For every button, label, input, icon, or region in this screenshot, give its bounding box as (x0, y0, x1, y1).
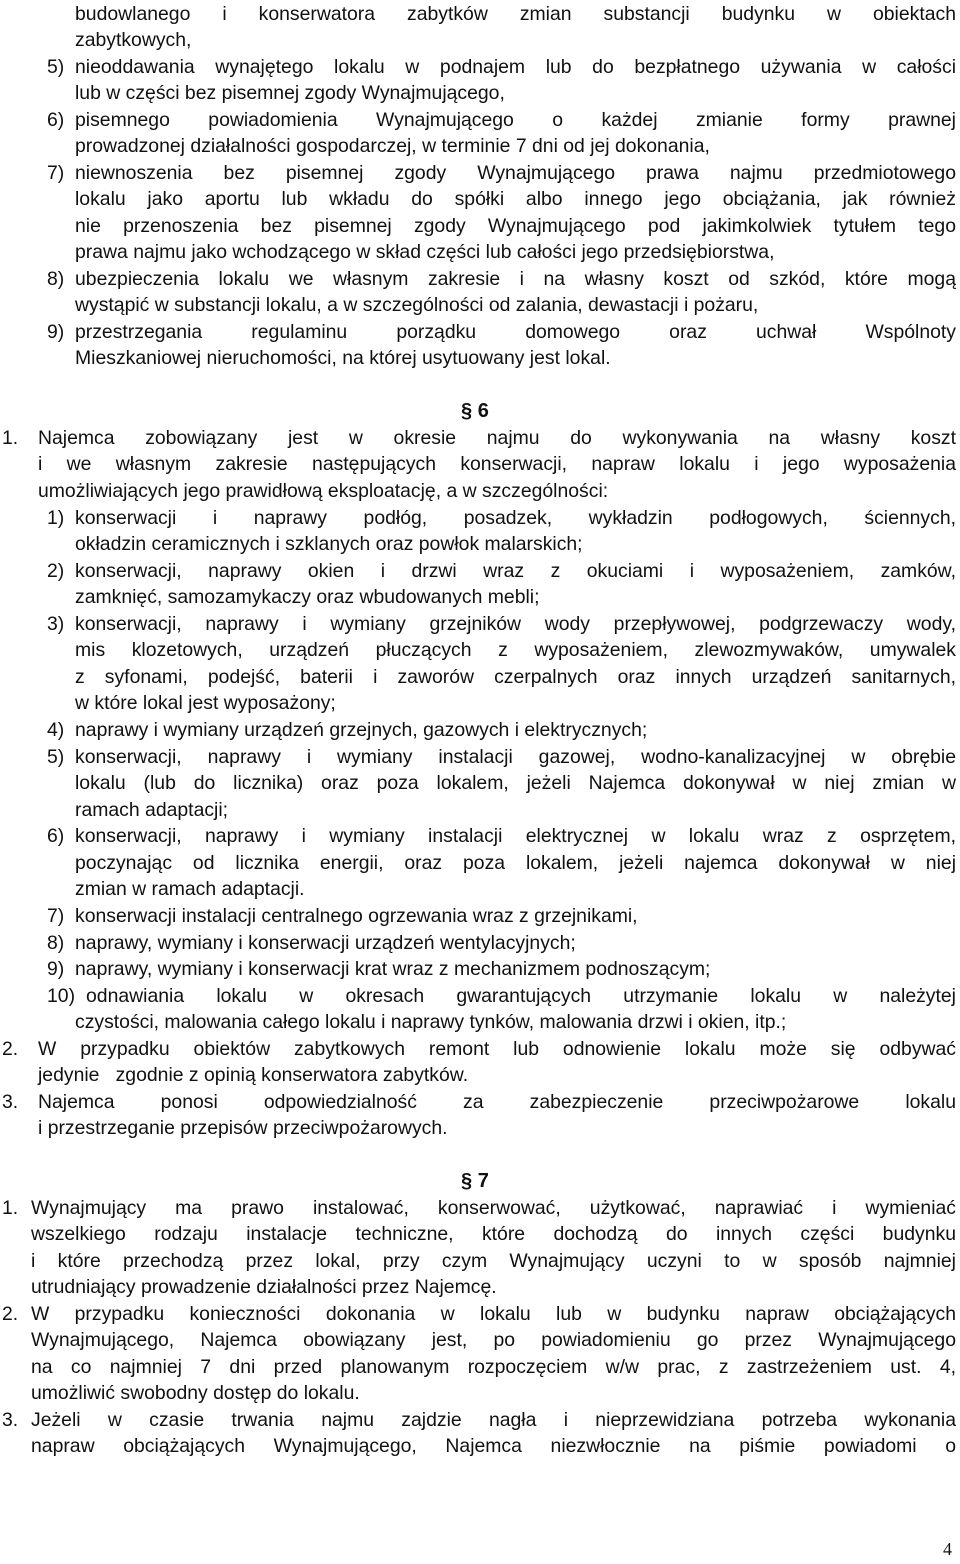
text-line: naprawy, wymiany i konserwacji urządzeń wentylacyjnych; (75, 932, 576, 954)
list-number: 10) (47, 985, 76, 1007)
page-number: 4 (943, 1539, 952, 1559)
text-line: jedynie zgodnie z opinią konserwatora zabytków. (38, 1064, 469, 1086)
paragraph-number: 2. (2, 1038, 19, 1060)
paragraph-number: 3. (2, 1091, 19, 1113)
text-line: z syfonami, podejść, baterii i zaworów czerpalnych oraz innych urządzeń sanitarnych, (75, 666, 956, 688)
text-line: odnawiania lokalu w okresach gwarantujących utrzymanie lokalu w należytej (86, 985, 956, 1007)
text-line: Wynajmujący ma prawo instalować, konserwować, użytkować, naprawiać i wymieniać (31, 1197, 956, 1219)
list-number: 5) (47, 56, 65, 78)
text-line: konserwacji i naprawy podłóg, posadzek, wykładzin podłogowych, ściennych, (75, 507, 956, 529)
section-number: 7 (477, 1170, 489, 1192)
text-line: zamknięć, samozamykaczy oraz wbudowanych mebli; (75, 586, 540, 608)
text-line: umożliwić swobodny dostęp do lokalu. (31, 1382, 360, 1404)
text-line: zmian w ramach adaptacji. (75, 878, 305, 900)
list-number: 4) (47, 719, 65, 741)
paragraph-number: 3. (2, 1409, 19, 1431)
list-number: 6) (47, 109, 65, 131)
paragraph-number: 1. (2, 1197, 19, 1219)
text-line: W przypadku obiektów zabytkowych remont lub odnowienie lokalu może się odbywać (38, 1038, 956, 1060)
text-line: lub w części bez pisemnej zgody Wynajmującego, (75, 82, 505, 104)
text-line: Wynajmującego, Najemca obowiązany jest, po powiadomieniu go przez Wynajmującego (31, 1329, 956, 1351)
text-line: naprawy, wymiany i konserwacji krat wraz z mechanizmem podnoszącym; (75, 958, 711, 980)
text-line: Jeżeli w czasie trwania najmu zajdzie nagła i nieprzewidziana potrzeba wykonania (31, 1409, 956, 1431)
text-line: nieoddawania wynajętego lokalu w podnajem lub do bezpłatnego używania w całości (75, 56, 956, 78)
text-line: konserwacji, naprawy i wymiany instalacji elektrycznej w lokalu wraz z osprzętem, (75, 825, 956, 847)
list-number: 7) (47, 162, 65, 184)
text-line: prowadzonej działalności gospodarczej, w terminie 7 dni od jej dokonania, (75, 135, 710, 157)
list-number: 1) (47, 507, 65, 529)
text-line: naprawy i wymiany urządzeń grzejnych, gazowych i elektrycznych; (75, 719, 648, 741)
paragraph-number: 2. (2, 1303, 19, 1325)
list-number: 9) (47, 321, 65, 343)
section-heading-7: § 7 (461, 1170, 489, 1192)
paragraph-number: 1. (2, 427, 19, 449)
text-line: konserwacji, naprawy i wymiany grzejników wody przepływowej, podgrzewaczy wody, (75, 613, 956, 635)
list-number: 8) (47, 932, 65, 954)
text-line: wszelkiego rodzaju instalacje techniczne, które dochodzą do innych części budynku (31, 1223, 956, 1245)
text-line: niewnoszenia bez pisemnej zgody Wynajmującego prawa najmu przedmiotowego (75, 162, 956, 184)
text-line: pisemnego powiadomienia Wynajmującego o każdej zmianie formy prawnej (75, 109, 956, 131)
text-line: na co najmniej 7 dni przed planowanym rozpoczęciem w/w prac, z zastrzeżeniem ust. 4, (31, 1356, 956, 1378)
text-line: utrudniający prowadzenie działalności przez Najemcę. (31, 1276, 497, 1298)
text-line: konserwacji, naprawy okien i drzwi wraz z okuciami i wyposażeniem, zamków, (75, 560, 956, 582)
list-number: 6) (47, 825, 65, 847)
text-line: Najemca ponosi odpowiedzialność za zabezpieczenie przeciwpożarowe lokalu (38, 1091, 956, 1113)
text-line: mis klozetowych, urządzeń płuczących z wyposażeniem, zlewozmywaków, umywalek (75, 639, 956, 661)
list-number: 8) (47, 268, 65, 290)
list-number: 2) (47, 560, 65, 582)
list-number: 9) (47, 958, 65, 980)
text-line: lokalu jako aportu lub wkładu do spółki albo innego jego obciążania, jak również (75, 188, 956, 210)
text-line: wystąpić w substancji lokalu, a w szczególności od zalania, dewastacji i pożaru, (75, 294, 759, 316)
text-line: ubezpieczenia lokalu we własnym zakresie i na własny koszt od szkód, które mogą (75, 268, 956, 290)
text-line: lokalu (lub do licznika) oraz poza lokalem, jeżeli Najemca dokonywał w niej zmian w (75, 772, 956, 794)
text-line: prawa najmu jako wchodzącego w skład części lub całości jego przedsiębiorstwa, (75, 241, 775, 263)
text-line: poczynając od licznika energii, oraz poza lokalem, jeżeli najemca dokonywał w niej (75, 852, 956, 874)
list-number: 5) (47, 746, 65, 768)
text-line: Najemca zobowiązany jest w okresie najmu do wykonywania na własny koszt (38, 427, 956, 449)
text-line: nie przenoszenia bez pisemnej zgody Wynajmującego pod jakimkolwiek tytułem tego (75, 215, 956, 237)
text-line: konserwacji instalacji centralnego ogrzewania wraz z grzejnikami, (75, 905, 638, 927)
text-line: W przypadku konieczności dokonania w lokalu lub w budynku napraw obciążających (31, 1303, 956, 1325)
text-line: ramach adaptacji; (75, 799, 229, 821)
text-line: zabytkowych, (75, 29, 192, 51)
text-line: czystości, malowania całego lokalu i naprawy tynków, malowania drzwi i okien, itp.; (75, 1011, 787, 1033)
text-line: przestrzegania regulaminu porządku domowego oraz uchwał Wspólnoty (75, 321, 956, 343)
text-line: w które lokal jest wyposażony; (75, 692, 336, 714)
text-line: okładzin ceramicznych i szklanych oraz powłok malarskich; (75, 533, 583, 555)
text-line: i we własnym zakresie następujących konserwacji, napraw lokalu i jego wyposażenia (38, 453, 956, 475)
list-number: 3) (47, 613, 65, 635)
text-line: umożliwiających jego prawidłową eksploatację, a w szczególności: (38, 480, 609, 502)
text-line: budowlanego i konserwatora zabytków zmian substancji budynku w obiektach (75, 3, 956, 25)
text-line: Mieszkaniowej nieruchomości, na której usytuowany jest lokal. (75, 347, 611, 369)
text-line: napraw obciążających Wynajmującego, Najemca niezwłocznie na piśmie powiadomi o (31, 1435, 956, 1457)
text-line: i przestrzeganie przepisów przeciwpożarowych. (38, 1117, 448, 1139)
text-line: konserwacji, naprawy i wymiany instalacji gazowej, wodno-kanalizacyjnej w obrębie (75, 746, 956, 768)
section-number: 6 (477, 400, 489, 422)
list-number: 7) (47, 905, 65, 927)
section-heading-6: § 6 (461, 400, 489, 422)
text-line: i które przechodzą przez lokal, przy czym Wynajmujący uczyni to w sposób najmniej (31, 1250, 956, 1272)
